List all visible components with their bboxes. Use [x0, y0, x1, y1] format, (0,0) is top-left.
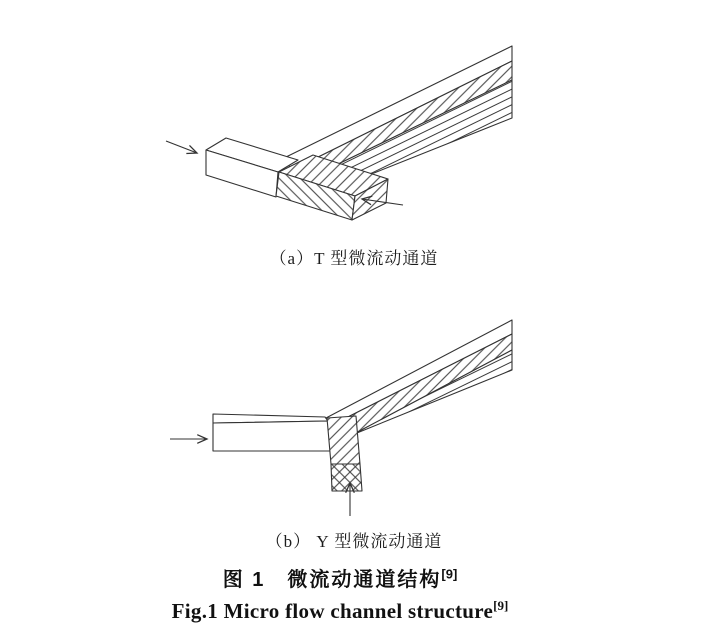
y-outlet-block	[331, 464, 362, 491]
figure-caption-zh-text: 图 1 微流动通道结构	[222, 569, 442, 591]
figure-caption-zh-ref: [9]	[441, 566, 458, 582]
figure-caption-en	[0, 599, 680, 624]
figure-caption-en-text: Fig.1 Micro flow channel structure	[171, 599, 494, 623]
figure-caption-zh	[0, 563, 680, 592]
panel-b-label: （b） Y 型微流动通道	[265, 532, 443, 551]
t-channel-diagram	[166, 46, 512, 220]
figure-caption-en-ref: [9]	[493, 598, 509, 613]
y-bar-channel-hatch-band	[336, 334, 512, 435]
y-junction-column	[327, 416, 360, 464]
y-channel-diagram	[170, 320, 512, 516]
t-inlet-flow-arrow	[166, 141, 197, 153]
y-inlet-slab-front-face	[213, 421, 331, 451]
panel-a-label: （a）T 型微流动通道	[269, 249, 439, 268]
